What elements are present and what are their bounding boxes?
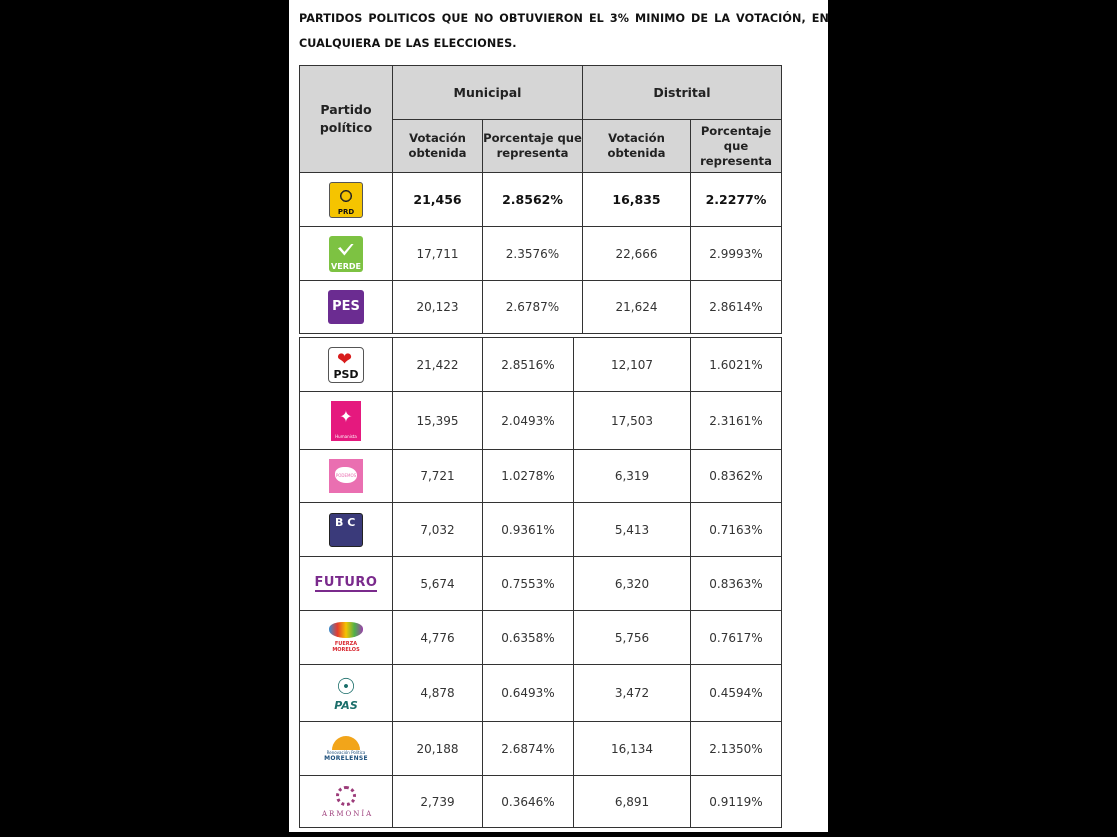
dist-pct: 2.8614% xyxy=(691,281,782,334)
fuerza-morelos-logo: FUERZA MORELOS xyxy=(321,622,371,653)
mun-votes: 4,776 xyxy=(393,611,483,665)
dist-votes: 6,320 xyxy=(574,557,691,611)
header-dist-porcentaje: Porcentaje que representa xyxy=(691,120,782,173)
dist-pct: 2.9993% xyxy=(691,227,782,281)
pas-logo: ☉ PAS xyxy=(334,674,358,712)
dist-pct: 2.1350% xyxy=(691,722,782,776)
dist-votes: 17,503 xyxy=(574,392,691,450)
dist-pct: 2.2277% xyxy=(691,173,782,227)
bc-logo: B C xyxy=(329,513,363,547)
mun-votes: 17,711 xyxy=(393,227,483,281)
mun-pct: 2.8562% xyxy=(483,173,583,227)
header-dist-votacion: Votación obtenida xyxy=(583,120,691,173)
mun-votes: 20,188 xyxy=(393,722,483,776)
dist-votes: 16,835 xyxy=(583,173,691,227)
mun-pct: 0.6493% xyxy=(483,665,574,722)
dist-votes: 3,472 xyxy=(574,665,691,722)
mun-pct: 0.3646% xyxy=(483,776,574,828)
dist-votes: 6,319 xyxy=(574,450,691,503)
dist-pct: 0.7617% xyxy=(691,611,782,665)
rpm-logo: Renovación Política MORELENSE xyxy=(322,736,370,762)
mun-votes: 21,456 xyxy=(393,173,483,227)
document-title: PARTIDOS POLITICOS QUE NO OBTUVIERON EL 3% MINIMO DE LA VOTACIÓN, EN CUALQUIERA DE LAS ELECCIONES. xyxy=(299,12,829,50)
header-distrital: Distrital xyxy=(583,66,782,120)
table-row xyxy=(300,665,782,722)
header-partido: Partido político xyxy=(300,66,393,173)
dist-votes: 16,134 xyxy=(574,722,691,776)
dist-votes: 5,756 xyxy=(574,611,691,665)
mun-pct: 2.6787% xyxy=(483,281,583,334)
table-row xyxy=(300,722,782,776)
mun-pct: 0.7553% xyxy=(483,557,574,611)
header-mun-votacion: Votación obtenida xyxy=(393,120,483,173)
armonia-logo: ARMONÍA xyxy=(322,786,370,818)
dist-votes: 22,666 xyxy=(583,227,691,281)
table-row xyxy=(300,173,782,227)
verde-logo: VERDE xyxy=(329,236,363,272)
mun-votes: 7,032 xyxy=(393,503,483,557)
dist-votes: 6,891 xyxy=(574,776,691,828)
mun-votes: 5,674 xyxy=(393,557,483,611)
results-table-part-1 xyxy=(299,65,782,334)
table-row xyxy=(300,503,782,557)
dist-pct: 0.8362% xyxy=(691,450,782,503)
table-row xyxy=(300,338,782,392)
header-municipal: Municipal xyxy=(393,66,583,120)
table-row xyxy=(300,227,782,281)
header-mun-porcentaje: Porcentaje que representa xyxy=(483,120,583,173)
mun-pct: 1.0278% xyxy=(483,450,574,503)
table-row xyxy=(300,281,782,334)
dist-pct: 2.3161% xyxy=(691,392,782,450)
document-page xyxy=(289,0,828,832)
dist-votes: 12,107 xyxy=(574,338,691,392)
podemos-logo: PODEMOS xyxy=(329,459,363,493)
humanista-logo: ✦ Humanista xyxy=(331,401,361,441)
mun-pct: 2.6874% xyxy=(483,722,574,776)
mun-pct: 2.0493% xyxy=(483,392,574,450)
mun-pct: 2.3576% xyxy=(483,227,583,281)
futuro-logo: FUTURO xyxy=(314,574,378,590)
pes-logo: PES xyxy=(328,290,364,324)
dist-pct: 0.8363% xyxy=(691,557,782,611)
dist-votes: 5,413 xyxy=(574,503,691,557)
mun-pct: 0.9361% xyxy=(483,503,574,557)
dist-votes: 21,624 xyxy=(583,281,691,334)
mun-votes: 4,878 xyxy=(393,665,483,722)
mun-pct: 2.8516% xyxy=(483,338,574,392)
dist-pct: 0.4594% xyxy=(691,665,782,722)
table-row xyxy=(300,776,782,828)
dist-pct: 0.7163% xyxy=(691,503,782,557)
mun-votes: 21,422 xyxy=(393,338,483,392)
mun-votes: 7,721 xyxy=(393,450,483,503)
mun-votes: 2,739 xyxy=(393,776,483,828)
mun-votes: 15,395 xyxy=(393,392,483,450)
table-row xyxy=(300,450,782,503)
prd-logo: PRD xyxy=(329,182,363,218)
mun-pct: 0.6358% xyxy=(483,611,574,665)
table-row xyxy=(300,557,782,611)
dist-pct: 0.9119% xyxy=(691,776,782,828)
dist-pct: 1.6021% xyxy=(691,338,782,392)
psd-logo: ❤ PSD xyxy=(328,347,364,383)
mun-votes: 20,123 xyxy=(393,281,483,334)
table-row xyxy=(300,611,782,665)
table-row xyxy=(300,392,782,450)
results-table-part-2 xyxy=(299,337,782,828)
